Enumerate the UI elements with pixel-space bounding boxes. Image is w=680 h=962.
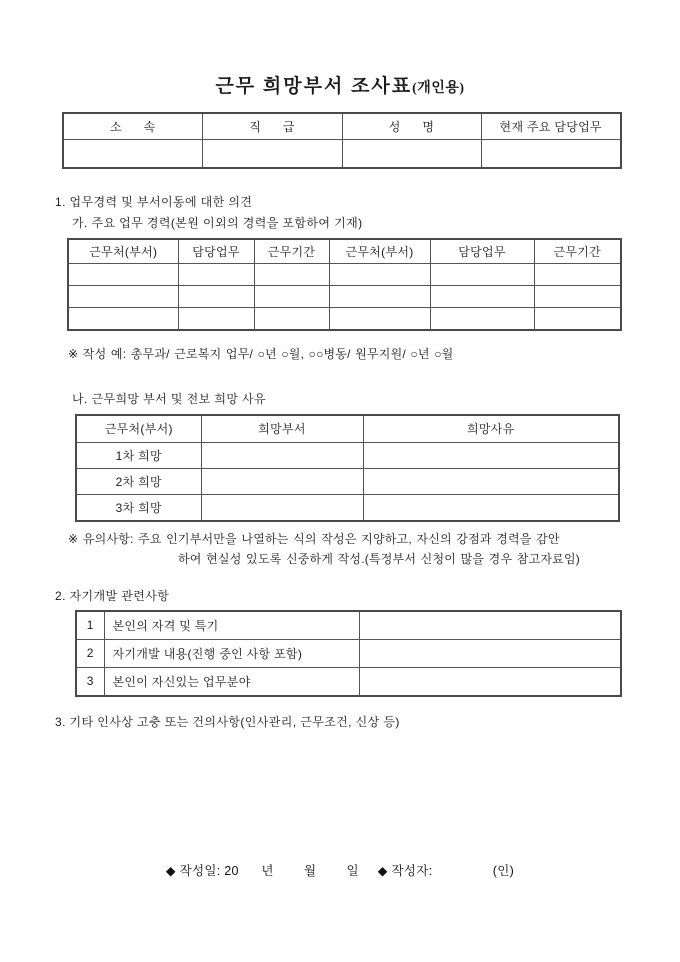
- wish-row-second: [76, 468, 619, 494]
- selfdev-row-number: 2: [76, 639, 104, 667]
- signature-line: [0, 861, 680, 879]
- career-table: [67, 238, 622, 331]
- info-header-name: 성 명: [342, 113, 481, 140]
- seal-placeholder: (인): [492, 863, 515, 878]
- form-title-suffix: (개인용): [412, 81, 465, 96]
- selfdev-row: [76, 639, 621, 667]
- wish-dept-cell: [201, 442, 363, 468]
- info-cell-rank: [202, 139, 342, 168]
- selfdev-table: [75, 610, 622, 697]
- career-header-duty-2: 담당업무: [430, 239, 534, 264]
- career-header-workplace-1: 근무처(부서): [68, 239, 178, 264]
- wish-dept-cell: [201, 468, 363, 494]
- selfdev-row: [76, 611, 621, 640]
- info-cell-current-duty: [481, 139, 621, 168]
- author-label: ◆ 작성자:: [377, 863, 433, 878]
- info-table-header-row: [63, 113, 621, 140]
- wish-header-workplace: 근무처(부서): [76, 415, 201, 443]
- info-header-rank: 직 급: [202, 113, 342, 140]
- selfdev-answer-cell: [359, 639, 621, 667]
- caution-note-line1: ※ 유의사항: 주요 인기부서만을 나열하는 식의 작성은 지양하고, 자신의 강점과 경력을 감안: [68, 531, 560, 546]
- form-title-text: 근무 희망부서 조사표: [215, 76, 413, 97]
- info-header-current-duty: 현재 주요 담당업무: [481, 113, 621, 140]
- career-table-blank-row: [68, 263, 621, 285]
- form-title: [0, 0, 680, 99]
- career-header-workplace-2: 근무처(부서): [329, 239, 430, 264]
- info-table: [62, 112, 622, 169]
- wish-reason-cell: [363, 494, 619, 521]
- section3-heading: 3. 기타 인사상 고충 또는 건의사항(인사관리, 근무조건, 신상 등): [55, 714, 400, 729]
- info-header-affiliation: 소 속: [63, 113, 202, 140]
- wish-reason-cell: [363, 468, 619, 494]
- career-header-period-1: 근무기간: [254, 239, 329, 264]
- selfdev-row-label: 본인이 자신있는 업무분야: [104, 667, 359, 696]
- wish-table: [75, 414, 620, 522]
- info-cell-affiliation: [63, 139, 202, 168]
- wish-dept-cell: [201, 494, 363, 521]
- section1-sub-b-heading: 나. 근무희망 부서 및 전보 희망 사유: [72, 391, 267, 406]
- career-table-header-row: [68, 239, 621, 264]
- info-cell-name: [342, 139, 481, 168]
- selfdev-answer-cell: [359, 611, 621, 640]
- date-fill-line: ◆ 작성일: 20 년 월 일: [165, 863, 359, 878]
- wish-row-label: 3차 희망: [76, 494, 201, 521]
- wish-row-third: [76, 494, 619, 521]
- wish-row-label: 2차 희망: [76, 468, 201, 494]
- career-table-blank-row: [68, 285, 621, 307]
- selfdev-row: [76, 667, 621, 696]
- wish-header-dept: 희망부서: [201, 415, 363, 443]
- section1-sub-a-heading: 가. 주요 업무 경력(본원 이외의 경력을 포함하여 기재): [72, 215, 363, 230]
- selfdev-row-label: 본인의 자격 및 특기: [104, 611, 359, 640]
- career-table-blank-row: [68, 307, 621, 330]
- selfdev-answer-cell: [359, 667, 621, 696]
- career-example-note: ※ 작성 예: 총무과/ 근로복지 업무/ ○년 ○월, ○○병동/ 원무지원/ ○년 ○월: [68, 346, 454, 361]
- wish-reason-cell: [363, 442, 619, 468]
- wish-row-label: 1차 희망: [76, 442, 201, 468]
- selfdev-row-number: 1: [76, 611, 104, 640]
- wish-header-reason: 희망사유: [363, 415, 619, 443]
- section2-heading: 2. 자기개발 관련사항: [55, 588, 170, 603]
- caution-note: [68, 529, 628, 569]
- career-header-period-2: 근무기간: [534, 239, 621, 264]
- info-table-blank-row: [63, 139, 621, 168]
- career-header-duty-1: 담당업무: [178, 239, 254, 264]
- wish-table-header-row: [76, 415, 619, 443]
- selfdev-row-label: 자기개발 내용(진행 중인 사항 포함): [104, 639, 359, 667]
- selfdev-row-number: 3: [76, 667, 104, 696]
- section1-heading: 1. 업무경력 및 부서이동에 대한 의견: [55, 194, 253, 209]
- caution-note-line2: 하여 현실성 있도록 신중하게 작성.(특정부서 신청이 많을 경우 참고자료임): [178, 551, 580, 566]
- wish-row-first: [76, 442, 619, 468]
